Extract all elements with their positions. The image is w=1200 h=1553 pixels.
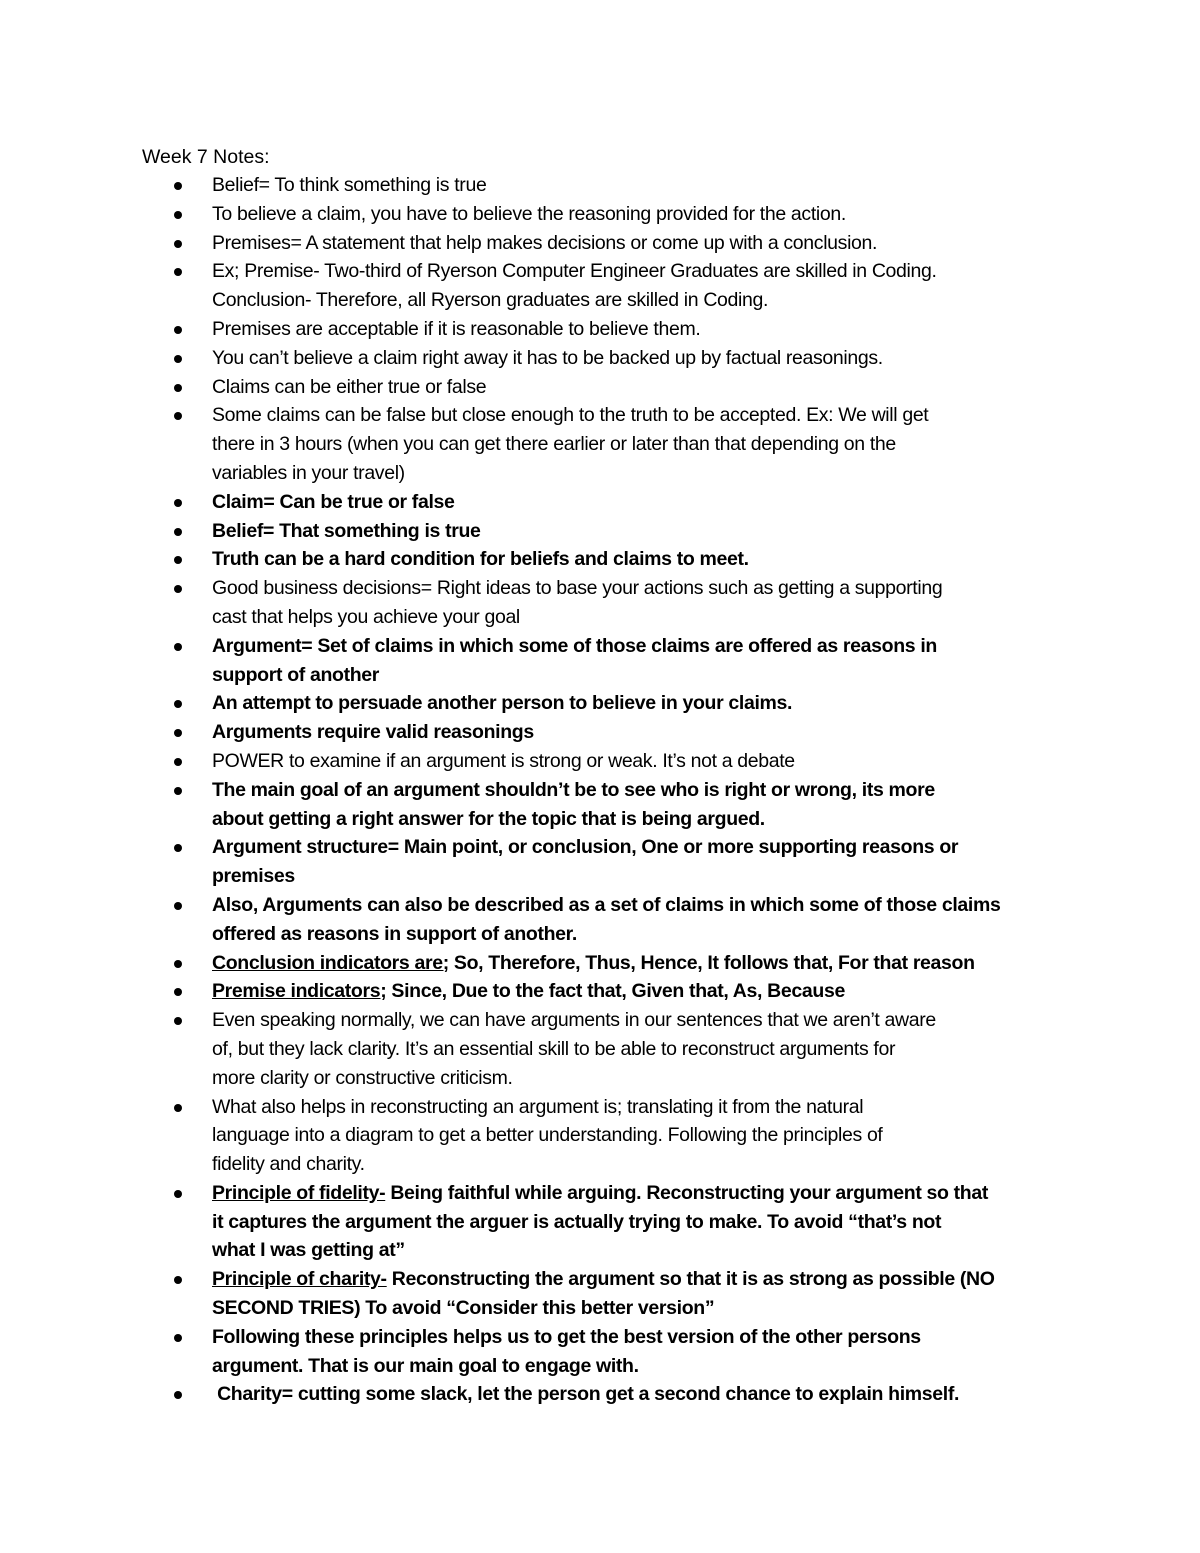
note-line (212, 257, 1072, 286)
bullet-icon (174, 1391, 182, 1399)
note-text: You can’t believe a claim right away it has to be backed up by factual reasonings. (212, 346, 883, 369)
note-line (212, 574, 1072, 603)
note-item (0, 200, 1072, 229)
note-text: An attempt to persuade another person to believe in your claims. (212, 692, 793, 715)
note-text: Belief= That something is true (212, 519, 481, 542)
note-text: Premises= A statement that help makes decisions or come up with a conclusion. (212, 231, 878, 254)
note-line (212, 805, 1072, 834)
bullet-icon (174, 960, 182, 968)
note-line (212, 430, 1072, 459)
bullet-icon (174, 528, 182, 536)
note-item (0, 574, 1072, 632)
note-text: variables in your travel) (212, 461, 405, 484)
bullet-icon (174, 240, 182, 248)
bullet-icon (174, 1276, 182, 1284)
note-line (212, 1294, 1072, 1323)
note-text: What also helps in reconstructing an argument is; translating it from the natural (212, 1095, 864, 1118)
note-text: it captures the argument the arguer is actually trying to make. To avoid “that’s not (212, 1210, 942, 1233)
note-text: Reconstructing the argument so that it is as strong as possible (NO (386, 1268, 995, 1291)
note-line (212, 171, 1072, 200)
bullet-icon (174, 844, 182, 852)
note-line (212, 286, 1072, 315)
note-text: So, Therefore, Thus, Hence, It follows that, For that reason (448, 951, 975, 974)
note-line (212, 1006, 1072, 1035)
bullet-icon (174, 643, 182, 651)
note-text: To believe a claim, you have to believe the reasoning provided for the action. (212, 202, 846, 225)
note-item (0, 891, 1072, 949)
note-item (0, 1380, 1072, 1409)
note-line (212, 833, 1072, 862)
note-item (0, 776, 1072, 834)
note-line (212, 661, 1072, 690)
note-text: of, but they lack clarity. It’s an essential skill to be able to reconstruct arguments for (212, 1037, 896, 1060)
note-item (0, 747, 1072, 776)
note-line (212, 776, 1072, 805)
note-line (212, 1150, 1072, 1179)
bullet-icon (174, 556, 182, 564)
bullet-icon (174, 326, 182, 334)
note-line (212, 1064, 1072, 1093)
note-item (0, 1179, 1072, 1265)
bullet-icon (174, 1104, 182, 1112)
underlined-term: Principle of charity- (212, 1268, 387, 1291)
note-item (0, 257, 1072, 315)
note-line (212, 1121, 1072, 1150)
note-line (212, 1265, 1072, 1294)
note-item (0, 1265, 1072, 1323)
note-line (212, 747, 1072, 776)
note-item (0, 632, 1072, 690)
bullet-icon (174, 1334, 182, 1342)
bullet-icon (174, 758, 182, 766)
note-text: Claim= Can be true or false (212, 490, 455, 513)
bullet-icon (174, 412, 182, 420)
note-item (0, 229, 1072, 258)
note-line (212, 1035, 1072, 1064)
bullet-icon (174, 384, 182, 392)
note-line (212, 1323, 1072, 1352)
note-line (212, 229, 1072, 258)
note-line (212, 344, 1072, 373)
note-item (0, 488, 1072, 517)
note-line (212, 1208, 1072, 1237)
bullet-icon (174, 585, 182, 593)
note-item (0, 545, 1072, 574)
note-item (0, 401, 1072, 487)
note-item (0, 373, 1072, 402)
note-text: Also, Arguments can also be described as a set of claims in which some of those claims (212, 893, 1001, 916)
bullet-icon (174, 1190, 182, 1198)
note-item (0, 1093, 1072, 1179)
note-line (212, 891, 1072, 920)
note-text: POWER to examine if an argument is strong or weak. It’s not a debate (212, 749, 795, 772)
note-text: SECOND TRIES) To avoid “Consider this better version” (212, 1297, 715, 1320)
note-line (212, 459, 1072, 488)
note-item (0, 1323, 1072, 1381)
note-text: Truth can be a hard condition for beliefs and claims to meet. (212, 548, 749, 571)
note-line (212, 977, 1072, 1006)
note-text: support of another (212, 663, 380, 686)
note-line (212, 862, 1072, 891)
note-text: Premises are acceptable if it is reasonable to believe them. (212, 317, 701, 340)
note-text: Arguments require valid reasonings (212, 721, 534, 744)
note-line (212, 1093, 1072, 1122)
note-line (212, 689, 1072, 718)
note-line (212, 718, 1072, 747)
note-text: language into a diagram to get a better understanding. Following the principles of (212, 1124, 883, 1147)
bullet-icon (174, 700, 182, 708)
note-line (212, 315, 1072, 344)
note-text: Being faithful while arguing. Reconstructing your argument so that (385, 1181, 989, 1204)
bullet-icon (174, 988, 182, 996)
note-line (212, 200, 1072, 229)
note-text: more clarity or constructive criticism. (212, 1066, 513, 1089)
note-text: there in 3 hours (when you can get there earlier or later than that depending on the (212, 433, 896, 456)
note-text: Belief= To think something is true (212, 174, 487, 196)
note-text: Following these principles helps us to get the best version of the other persons (212, 1325, 921, 1348)
note-text: premises (212, 865, 295, 888)
bullet-icon (174, 787, 182, 795)
note-line (212, 373, 1072, 402)
note-text: fidelity and charity. (212, 1153, 365, 1176)
note-text: Since, Due to the fact that, Given that, As, Because (386, 980, 845, 1003)
bullet-icon (174, 182, 182, 190)
bullet-icon (174, 729, 182, 737)
bullet-icon (174, 268, 182, 276)
note-text: Argument structure= Main point, or conclusion, One or more supporting reasons or (212, 836, 959, 859)
note-text: offered as reasons in support of another. (212, 922, 577, 945)
note-line (212, 1179, 1072, 1208)
note-line (212, 1236, 1072, 1265)
note-item (0, 315, 1072, 344)
underlined-term: Premise indicators; (212, 980, 387, 1003)
note-text: about getting a right answer for the topic that is being argued. (212, 807, 765, 830)
note-line (212, 545, 1072, 574)
underlined-term: Conclusion indicators are; (212, 951, 449, 974)
note-text: Ex; Premise- Two-third of Ryerson Computer Engineer Graduates are skilled in Coding. (212, 260, 937, 283)
note-line (212, 1352, 1072, 1381)
note-text: Conclusion- Therefore, all Ryerson graduates are skilled in Coding. (212, 289, 769, 312)
note-line (212, 949, 1072, 978)
note-item (0, 977, 1072, 1006)
note-line (212, 488, 1072, 517)
note-text: argument. That is our main goal to engage with. (212, 1354, 639, 1377)
bullet-icon (174, 355, 182, 363)
note-text: Charity= cutting some slack, let the person get a second chance to explain himself. (212, 1383, 960, 1406)
bullet-icon (174, 211, 182, 219)
note-item (0, 833, 1072, 891)
note-line (212, 632, 1072, 661)
note-item (0, 718, 1072, 747)
note-line (212, 401, 1072, 430)
note-line (212, 517, 1072, 546)
bullet-icon (174, 1017, 182, 1025)
note-item (0, 689, 1072, 718)
note-text: what I was getting at” (212, 1239, 405, 1262)
note-text: The main goal of an argument shouldn’t be to see who is right or wrong, its more (212, 778, 935, 801)
bullet-icon (174, 499, 182, 507)
notes-bullet-list (0, 171, 1200, 1409)
note-text: Good business decisions= Right ideas to base your actions such as getting a supporting (212, 577, 943, 600)
underlined-term: Principle of fidelity- (212, 1181, 386, 1204)
note-text: Argument= Set of claims in which some of those claims are offered as reasons in (212, 634, 937, 657)
note-line (212, 920, 1072, 949)
note-text: Claims can be either true or false (212, 375, 487, 398)
note-item (0, 949, 1072, 978)
note-line (212, 603, 1072, 632)
note-item (0, 1006, 1072, 1092)
note-item (0, 171, 1072, 200)
note-item (0, 344, 1072, 373)
note-text: Even speaking normally, we can have arguments in our sentences that we aren’t aware (212, 1009, 936, 1032)
note-line (212, 1380, 1072, 1409)
bullet-icon (174, 902, 182, 910)
document-title: Week 7 Notes: (142, 146, 270, 168)
note-item (0, 517, 1072, 546)
note-text: cast that helps you achieve your goal (212, 605, 520, 628)
note-text: Some claims can be false but close enough to the truth to be accepted. Ex: We will get (212, 404, 929, 427)
